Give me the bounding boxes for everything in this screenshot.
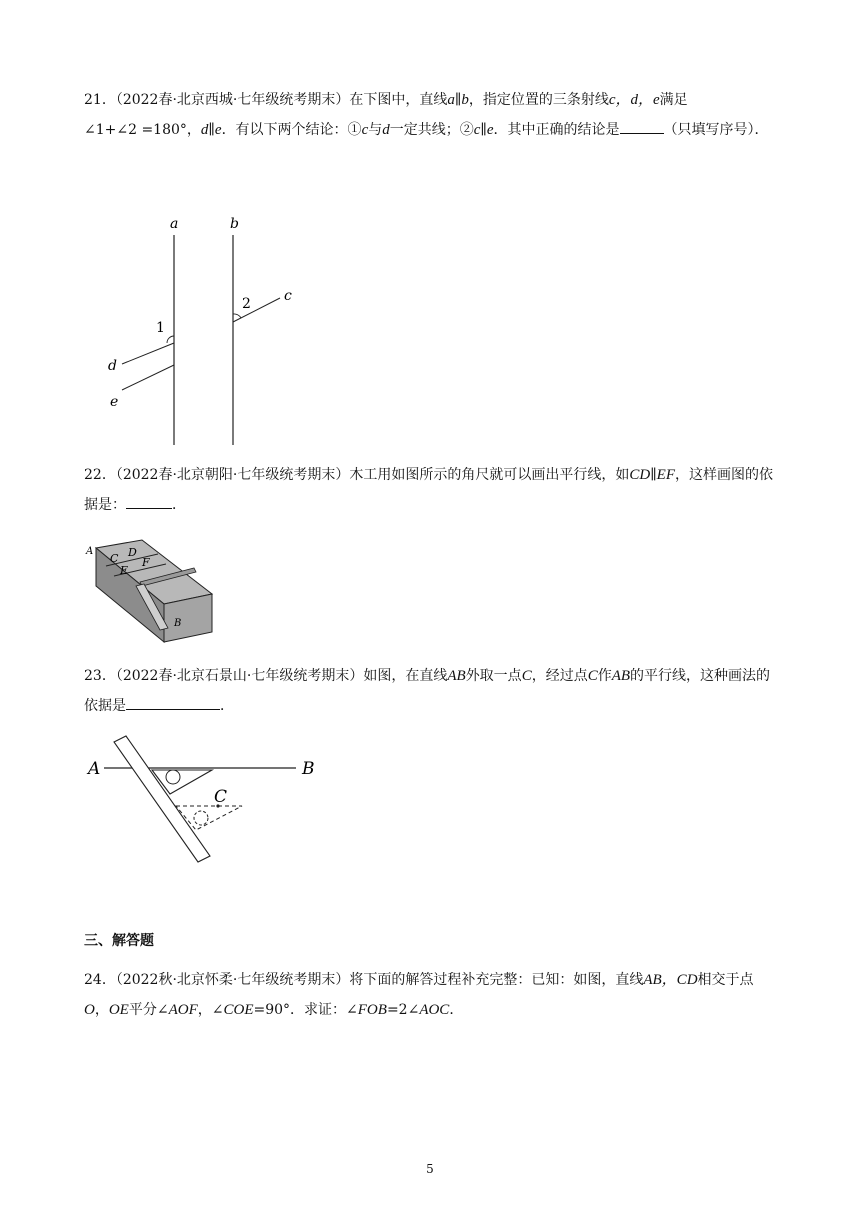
label-d: d bbox=[108, 358, 117, 374]
label-B: B bbox=[302, 759, 315, 779]
label-D: D bbox=[128, 546, 137, 559]
q21-number: 21． bbox=[84, 92, 116, 108]
triangle-hole bbox=[166, 770, 180, 784]
ray-c bbox=[233, 298, 280, 322]
question-22: 22．（2022春·北京朝阳·七年级统考期末）木工用如图所示的角尺就可以画出平行线，如CD∥EF，这样画图的依据是： ． bbox=[84, 467, 773, 513]
label-A: A bbox=[88, 759, 101, 779]
answer-blank[interactable] bbox=[620, 115, 664, 134]
label-F: F bbox=[142, 556, 150, 569]
q23-source: （2022春·北京石景山·七年级统考期末） bbox=[115, 668, 364, 684]
figure-23-set-square bbox=[84, 732, 334, 872]
label-b: b bbox=[230, 216, 239, 232]
q24-number: 24． bbox=[84, 972, 116, 988]
q22-source: （2022春·北京朝阳·七年级统考期末） bbox=[115, 467, 350, 483]
q24-source: （2022秋·北京怀柔·七年级统考期末） bbox=[115, 972, 350, 988]
label-C: C bbox=[214, 787, 228, 807]
label-angle-2: 2 bbox=[242, 296, 251, 312]
figure-21-parallel-lines bbox=[100, 210, 310, 450]
q21-angle-condition: ∠1+∠2 =180° bbox=[84, 122, 187, 138]
label-B: B bbox=[174, 618, 182, 629]
angle-2-arc bbox=[233, 314, 241, 318]
label-E: E bbox=[120, 564, 129, 577]
question-24: 24．（2022秋·北京怀柔·七年级统考期末）将下面的解答过程补充完整：已知：如图，直线AB，CD相交于点 O，OE平分∠AOF，∠COE=90°．求证：∠FOB=2∠AOC． bbox=[84, 972, 754, 1018]
triangle-dashed-hole bbox=[194, 811, 208, 825]
ruler bbox=[114, 736, 210, 862]
q22-number: 22． bbox=[84, 467, 116, 483]
label-e: e bbox=[110, 394, 119, 410]
answer-blank[interactable] bbox=[126, 490, 172, 509]
q23-number: 23． bbox=[84, 668, 116, 684]
label-angle-1: 1 bbox=[156, 320, 165, 336]
figure-22-carpenter-square bbox=[84, 532, 224, 644]
question-21: 21．（2022春·北京西城·七年级统考期末）在下图中，直线a∥b，指定位置的三条射线c，d，e满足 ∠1+∠2 =180°，d∥e．有以下两个结论：①c与d一定共线；②c∥e．其中正确的结论是 （只填写序号）． bbox=[84, 92, 769, 138]
label-A: A bbox=[86, 546, 94, 557]
answer-blank[interactable] bbox=[126, 691, 220, 710]
question-23: 23．（2022春·北京石景山·七年级统考期末）如图，在直线AB外取一点C，经过点C作AB的平行线，这种画法的依据是 ． bbox=[84, 668, 771, 714]
label-c: c bbox=[284, 288, 292, 304]
page-number: 5 bbox=[426, 1162, 434, 1176]
angle-1-arc bbox=[167, 336, 174, 343]
ray-e bbox=[122, 365, 174, 390]
label-C: C bbox=[110, 552, 119, 565]
section-title: 三、解答题 bbox=[84, 933, 154, 949]
q21-source: （2022春·北京西城·七年级统考期末） bbox=[115, 92, 350, 108]
label-a: a bbox=[170, 216, 179, 232]
ray-d bbox=[122, 343, 174, 364]
